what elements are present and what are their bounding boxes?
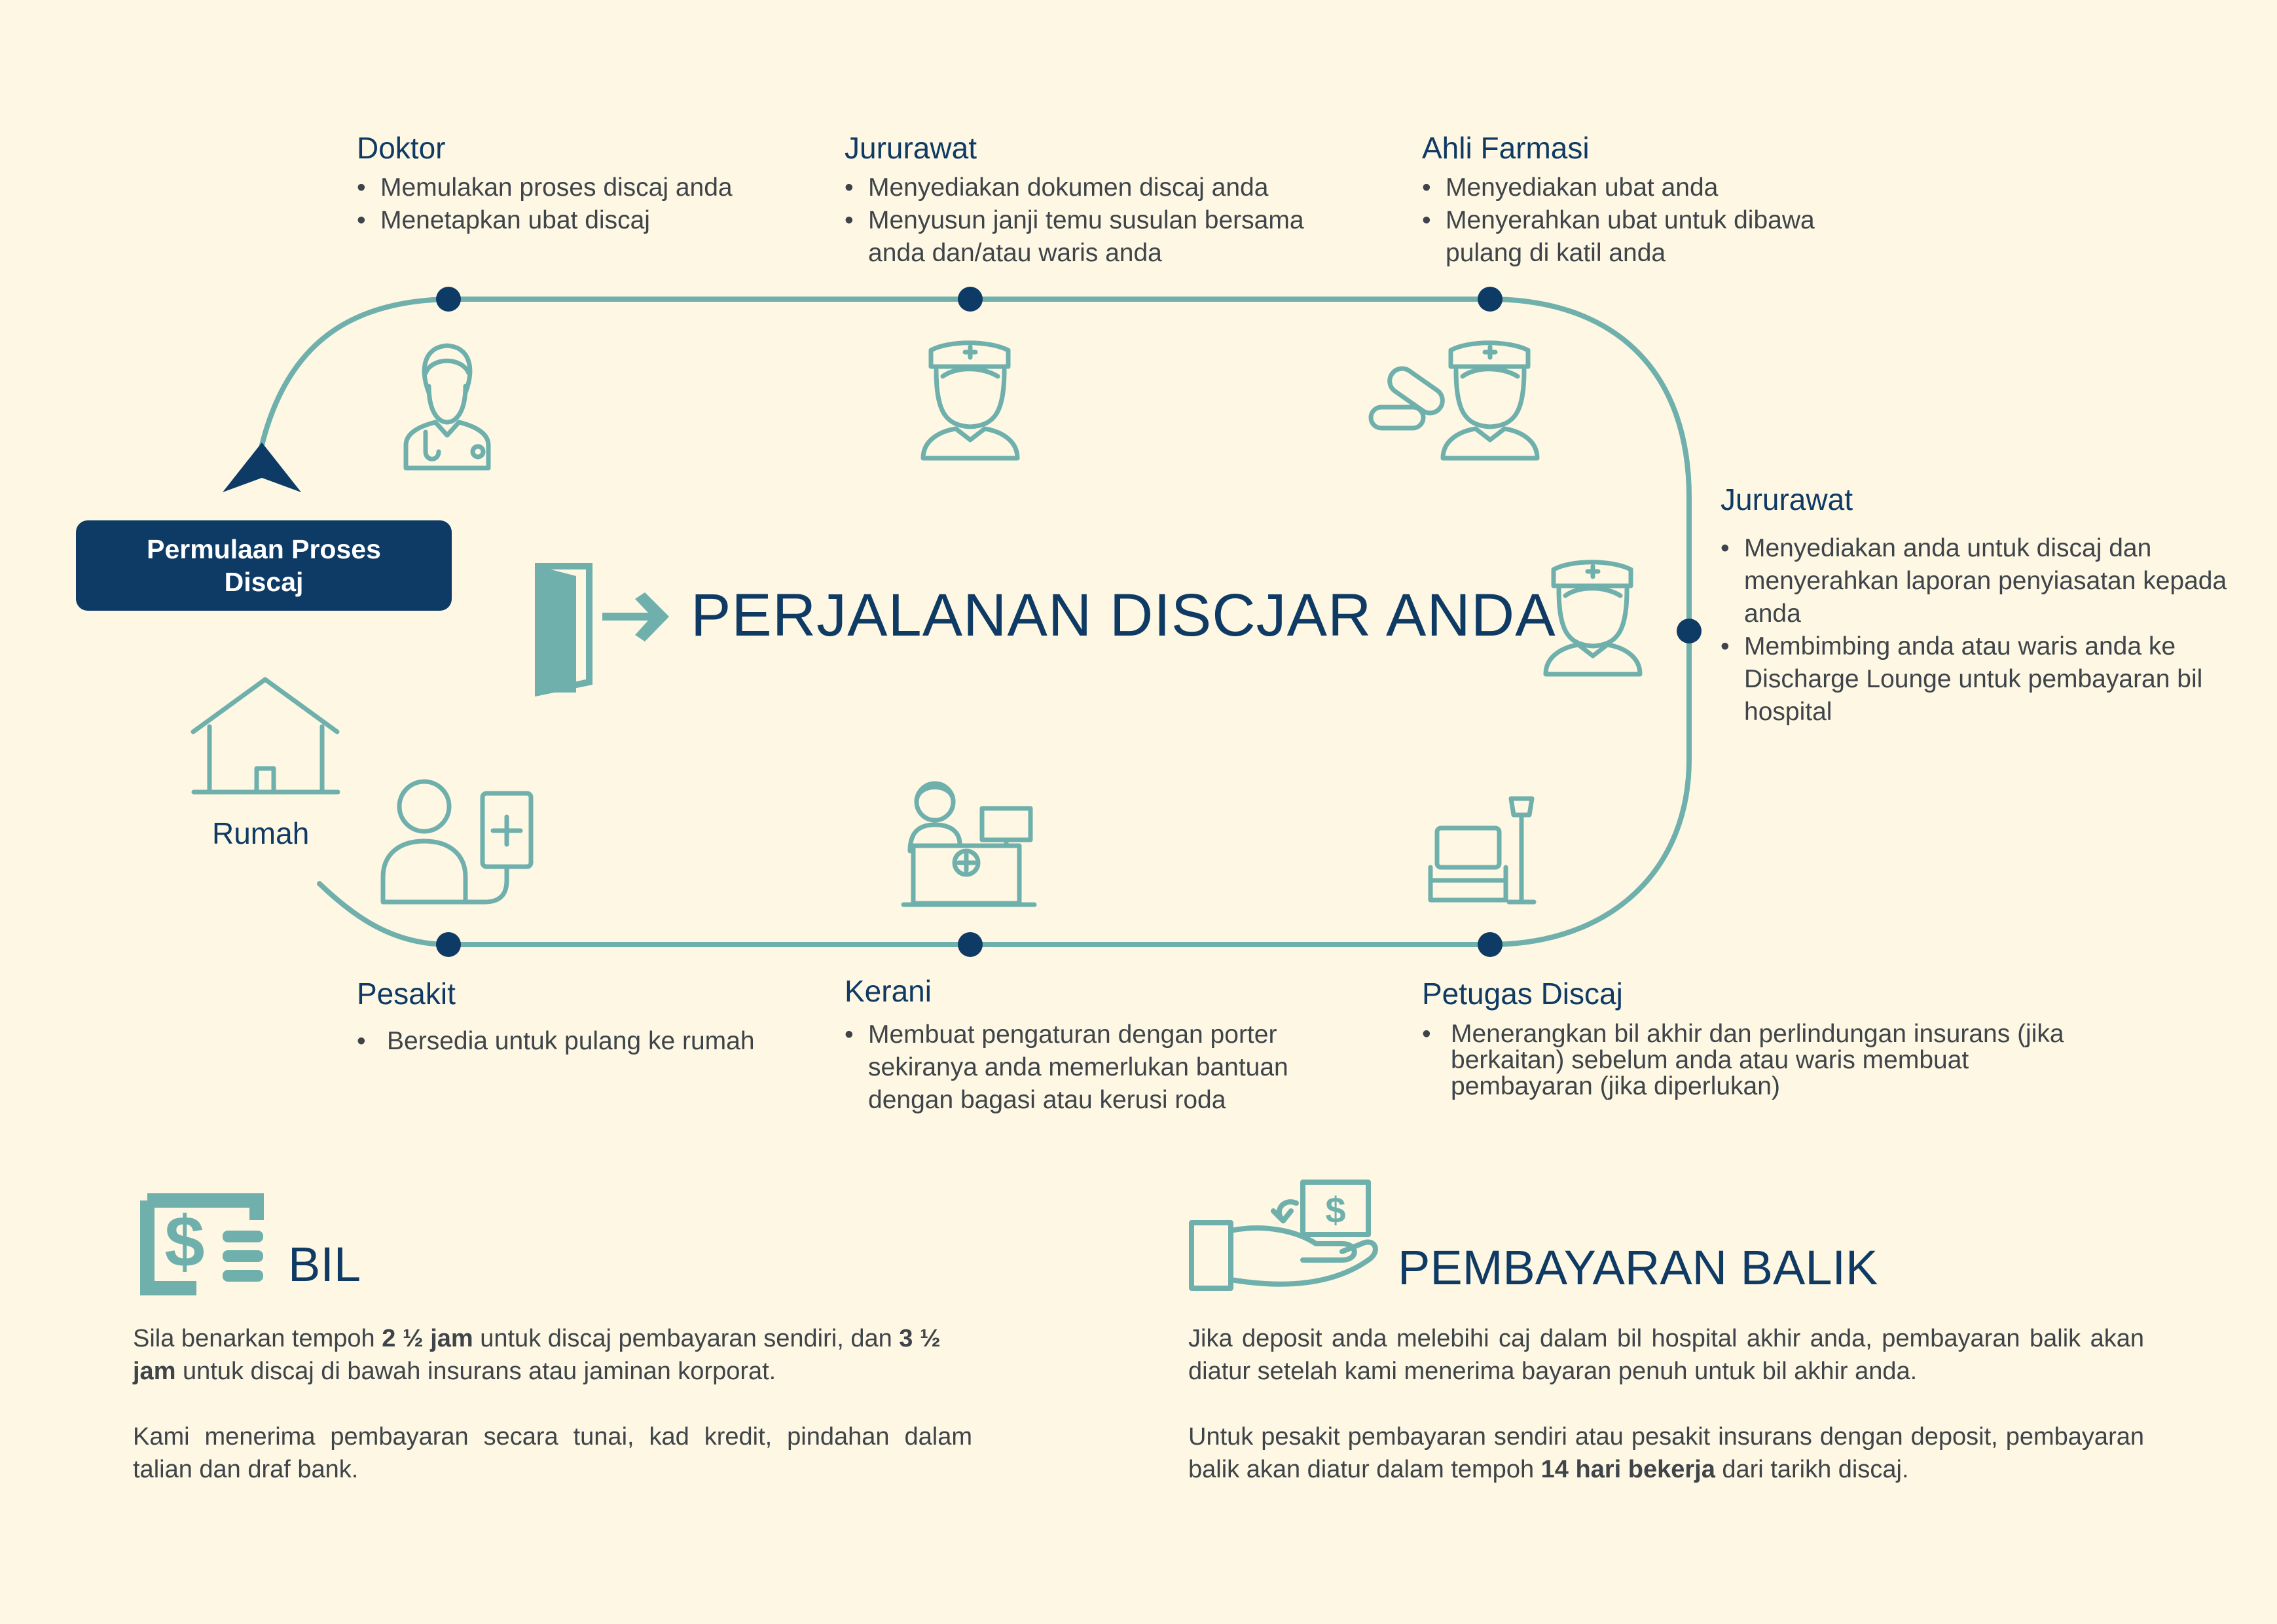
exit-door-icon [538, 566, 669, 693]
refund-section [1188, 1322, 2144, 1486]
discharge-lounge-chair-icon [1430, 799, 1534, 902]
bil-text: untuk discaj pembayaran sendiri, dan [473, 1325, 900, 1352]
refund-text: dari tarikh discaj. [1715, 1456, 1909, 1483]
station-bullet: • Membimbing anda atau waris anda ke Discharge Lounge untuk pembayaran bil hospital [1721, 630, 2244, 729]
nurse-icon [923, 343, 1017, 458]
page-title: PERJALANAN DISCJAR ANDA [691, 582, 1556, 649]
refund-title: PEMBAYARAN BALIK [1398, 1240, 1878, 1295]
bil-title: BIL [288, 1237, 361, 1291]
station-bullet: • Bersedia untuk pulang ke rumah [357, 1025, 828, 1058]
station-title: Jururawat [845, 131, 977, 165]
station-bullet: • Menetapkan ubat discaj [357, 204, 828, 237]
doctor-icon [406, 346, 488, 468]
bil-paragraph-1 [133, 1322, 972, 1388]
station-bullet: • Menyediakan anda untuk discaj dan menyerahkan laporan penyiasatan kepada anda [1721, 532, 2244, 630]
svg-text:$: $ [1325, 1189, 1346, 1231]
refund-duration: 14 hari bekerja [1540, 1456, 1715, 1483]
station-bullet: • Menyusun janji temu susulan bersama anda dan/atau waris anda [845, 204, 1342, 270]
pharmacist-icon [1371, 343, 1537, 458]
station-dot-petugas-discaj [1478, 932, 1503, 957]
bil-paragraph-2: Kami menerima pembayaran secara tunai, kad kredit, pindahan dalam talian dan draf bank. [133, 1423, 972, 1483]
home-icon [193, 679, 338, 792]
patient-iv-icon [383, 782, 531, 902]
station-title: Petugas Discaj [1422, 977, 1623, 1011]
home-label: Rumah [212, 816, 310, 850]
bil-text: Sila benarkan tempoh [133, 1325, 382, 1352]
station-bullet: • Menyediakan ubat anda [1422, 171, 1880, 204]
refund-text: Untuk pesakit pembayaran sendiri atau pesakit insurans dengan deposit, pembayaran balik akan diatur dalam tempoh [1188, 1423, 2144, 1483]
station-pesakit [357, 975, 828, 1058]
station-title: Doktor [357, 131, 446, 165]
refund-paragraph-1: Jika deposit anda melebihi caj dalam bil hospital akhir anda, pembayaran balik akan diatur setelah kami menerima bayaran penuh untuk bil akhir anda. [1188, 1325, 2144, 1385]
station-title: Ahli Farmasi [1422, 131, 1590, 165]
station-dot-pesakit [436, 932, 461, 957]
start-process-badge [76, 520, 452, 611]
station-bullet: • Menyediakan dokumen discaj anda [845, 171, 1342, 204]
station-title: Kerani [845, 974, 932, 1008]
station-jururawat-2 [1721, 481, 2244, 729]
station-kerani [845, 973, 1342, 1117]
station-dot-kerani [958, 932, 983, 957]
refund-hand-icon [1192, 1182, 1375, 1288]
station-petugas-discaj [1422, 975, 2116, 1100]
bil-text: untuk discaj di bawah insurans atau jaminan korporat. [175, 1358, 776, 1385]
start-process-label: Permulaan Proses Discaj [147, 534, 381, 597]
station-bullet: • Memulakan proses discaj anda [357, 171, 828, 204]
station-bullet: • Menyerahkan ubat untuk dibawa pulang di katil anda [1422, 204, 1880, 270]
station-ahli-farmasi [1422, 130, 1880, 270]
station-dot-ahli-farmasi [1478, 287, 1503, 312]
refund-paragraph-2 [1188, 1420, 2144, 1486]
nurse-icon [1546, 562, 1640, 674]
station-jururawat-1 [845, 130, 1342, 270]
station-dot-jururawat-2 [1677, 619, 1702, 643]
station-doktor [357, 130, 828, 237]
station-dot-doktor [436, 287, 461, 312]
station-title: Pesakit [357, 977, 456, 1011]
station-dot-jururawat-1 [958, 287, 983, 312]
clerk-desk-icon [903, 784, 1034, 905]
bil-duration-insurance: 3 ½ jam [133, 1325, 941, 1385]
svg-text:$: $ [164, 1202, 205, 1282]
start-arrow-icon [223, 442, 301, 492]
station-bullet: • Menerangkan bil akhir dan perlindungan insurans (jika berkaitan) sebelum anda atau waris membuat pembayaran (jika diperlukan) [1422, 1021, 2116, 1100]
bill-icon [147, 1200, 263, 1288]
station-title: Jururawat [1721, 482, 1853, 516]
bil-section [133, 1322, 972, 1486]
station-bullet: • Membuat pengaturan dengan porter sekiranya anda memerlukan bantuan dengan bagasi atau kerusi roda [845, 1019, 1342, 1117]
bil-duration-self-pay: 2 ½ jam [382, 1325, 473, 1352]
